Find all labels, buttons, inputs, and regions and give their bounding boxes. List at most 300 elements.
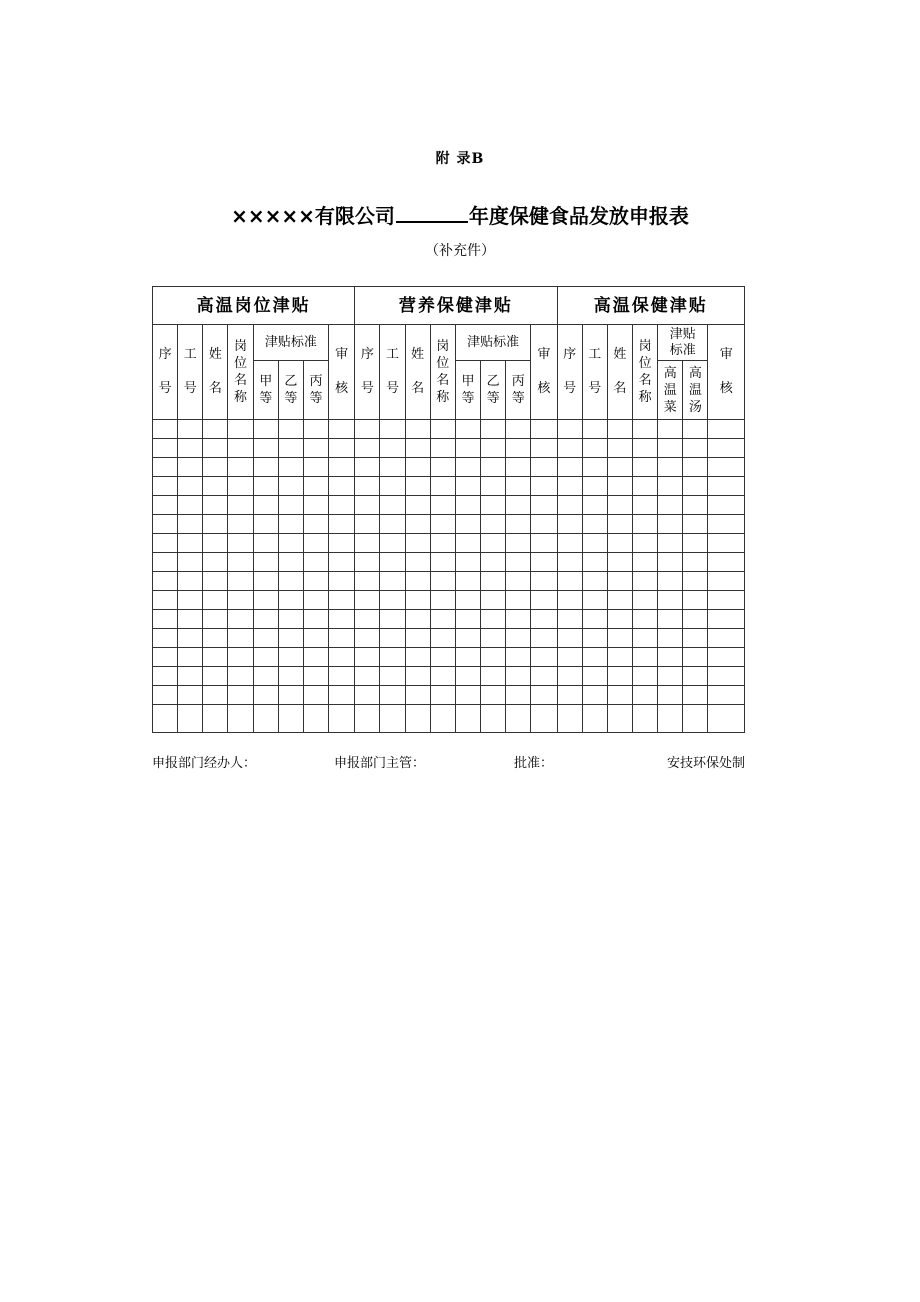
entry-cell[interactable]	[153, 553, 178, 572]
entry-cell[interactable]	[633, 420, 658, 439]
entry-cell[interactable]	[253, 458, 278, 477]
entry-cell[interactable]	[153, 610, 178, 629]
entry-cell[interactable]	[228, 439, 253, 458]
entry-cell[interactable]	[153, 534, 178, 553]
entry-cell[interactable]	[203, 629, 228, 648]
entry-cell[interactable]	[405, 667, 430, 686]
entry-cell[interactable]	[278, 705, 303, 733]
entry-cell[interactable]	[303, 572, 328, 591]
entry-cell[interactable]	[329, 553, 355, 572]
entry-cell[interactable]	[607, 705, 632, 733]
entry-cell[interactable]	[582, 629, 607, 648]
entry-cell[interactable]	[303, 686, 328, 705]
entry-cell[interactable]	[683, 458, 708, 477]
entry-cell[interactable]	[607, 458, 632, 477]
entry-cell[interactable]	[607, 553, 632, 572]
entry-cell[interactable]	[633, 610, 658, 629]
entry-cell[interactable]	[278, 420, 303, 439]
entry-cell[interactable]	[430, 439, 455, 458]
entry-cell[interactable]	[455, 648, 480, 667]
entry-cell[interactable]	[582, 572, 607, 591]
entry-cell[interactable]	[557, 610, 582, 629]
entry-cell[interactable]	[481, 629, 506, 648]
entry-cell[interactable]	[203, 477, 228, 496]
entry-cell[interactable]	[380, 686, 405, 705]
entry-cell[interactable]	[708, 705, 745, 733]
entry-cell[interactable]	[153, 648, 178, 667]
entry-cell[interactable]	[278, 686, 303, 705]
entry-cell[interactable]	[481, 534, 506, 553]
entry-cell[interactable]	[658, 534, 683, 553]
entry-cell[interactable]	[531, 496, 557, 515]
entry-cell[interactable]	[253, 496, 278, 515]
entry-cell[interactable]	[430, 477, 455, 496]
entry-cell[interactable]	[557, 572, 582, 591]
entry-cell[interactable]	[708, 648, 745, 667]
entry-cell[interactable]	[228, 553, 253, 572]
entry-cell[interactable]	[380, 439, 405, 458]
entry-cell[interactable]	[658, 686, 683, 705]
entry-cell[interactable]	[228, 705, 253, 733]
entry-cell[interactable]	[153, 591, 178, 610]
entry-cell[interactable]	[380, 496, 405, 515]
entry-cell[interactable]	[228, 420, 253, 439]
entry-cell[interactable]	[278, 629, 303, 648]
entry-cell[interactable]	[329, 439, 355, 458]
entry-cell[interactable]	[506, 439, 531, 458]
entry-cell[interactable]	[683, 420, 708, 439]
entry-cell[interactable]	[531, 515, 557, 534]
entry-cell[interactable]	[607, 515, 632, 534]
entry-cell[interactable]	[582, 648, 607, 667]
entry-cell[interactable]	[582, 515, 607, 534]
entry-cell[interactable]	[355, 515, 380, 534]
entry-cell[interactable]	[380, 553, 405, 572]
entry-cell[interactable]	[430, 553, 455, 572]
entry-cell[interactable]	[153, 420, 178, 439]
entry-cell[interactable]	[607, 477, 632, 496]
entry-cell[interactable]	[582, 420, 607, 439]
entry-cell[interactable]	[582, 610, 607, 629]
entry-cell[interactable]	[228, 591, 253, 610]
entry-cell[interactable]	[253, 515, 278, 534]
entry-cell[interactable]	[582, 458, 607, 477]
entry-cell[interactable]	[278, 572, 303, 591]
entry-cell[interactable]	[481, 705, 506, 733]
entry-cell[interactable]	[658, 648, 683, 667]
entry-cell[interactable]	[506, 705, 531, 733]
entry-cell[interactable]	[278, 515, 303, 534]
entry-cell[interactable]	[430, 420, 455, 439]
entry-cell[interactable]	[506, 629, 531, 648]
entry-cell[interactable]	[506, 515, 531, 534]
entry-cell[interactable]	[455, 572, 480, 591]
entry-cell[interactable]	[683, 667, 708, 686]
entry-cell[interactable]	[228, 610, 253, 629]
entry-cell[interactable]	[481, 496, 506, 515]
entry-cell[interactable]	[203, 667, 228, 686]
entry-cell[interactable]	[253, 705, 278, 733]
entry-cell[interactable]	[203, 439, 228, 458]
entry-cell[interactable]	[355, 458, 380, 477]
entry-cell[interactable]	[203, 572, 228, 591]
entry-cell[interactable]	[582, 477, 607, 496]
entry-cell[interactable]	[531, 591, 557, 610]
entry-cell[interactable]	[329, 648, 355, 667]
entry-cell[interactable]	[506, 534, 531, 553]
entry-cell[interactable]	[658, 629, 683, 648]
entry-cell[interactable]	[329, 591, 355, 610]
entry-cell[interactable]	[455, 515, 480, 534]
entry-cell[interactable]	[380, 477, 405, 496]
entry-cell[interactable]	[557, 667, 582, 686]
entry-cell[interactable]	[531, 667, 557, 686]
entry-cell[interactable]	[178, 420, 203, 439]
entry-cell[interactable]	[228, 686, 253, 705]
entry-cell[interactable]	[481, 477, 506, 496]
entry-cell[interactable]	[708, 458, 745, 477]
entry-cell[interactable]	[380, 591, 405, 610]
entry-cell[interactable]	[253, 667, 278, 686]
entry-cell[interactable]	[455, 496, 480, 515]
entry-cell[interactable]	[633, 686, 658, 705]
entry-cell[interactable]	[228, 667, 253, 686]
entry-cell[interactable]	[557, 591, 582, 610]
entry-cell[interactable]	[153, 439, 178, 458]
entry-cell[interactable]	[303, 515, 328, 534]
entry-cell[interactable]	[178, 648, 203, 667]
entry-cell[interactable]	[607, 420, 632, 439]
entry-cell[interactable]	[405, 591, 430, 610]
entry-cell[interactable]	[278, 610, 303, 629]
entry-cell[interactable]	[203, 534, 228, 553]
entry-cell[interactable]	[405, 686, 430, 705]
entry-cell[interactable]	[683, 686, 708, 705]
entry-cell[interactable]	[303, 458, 328, 477]
entry-cell[interactable]	[607, 629, 632, 648]
entry-cell[interactable]	[329, 705, 355, 733]
entry-cell[interactable]	[178, 705, 203, 733]
entry-cell[interactable]	[228, 629, 253, 648]
entry-cell[interactable]	[278, 534, 303, 553]
entry-cell[interactable]	[303, 610, 328, 629]
entry-cell[interactable]	[557, 534, 582, 553]
entry-cell[interactable]	[658, 705, 683, 733]
entry-cell[interactable]	[633, 572, 658, 591]
entry-cell[interactable]	[203, 496, 228, 515]
entry-cell[interactable]	[708, 572, 745, 591]
entry-cell[interactable]	[153, 572, 178, 591]
entry-cell[interactable]	[405, 705, 430, 733]
entry-cell[interactable]	[405, 496, 430, 515]
entry-cell[interactable]	[430, 648, 455, 667]
entry-cell[interactable]	[405, 477, 430, 496]
entry-cell[interactable]	[355, 629, 380, 648]
entry-cell[interactable]	[582, 667, 607, 686]
entry-cell[interactable]	[658, 515, 683, 534]
entry-cell[interactable]	[658, 420, 683, 439]
entry-cell[interactable]	[633, 591, 658, 610]
entry-cell[interactable]	[557, 458, 582, 477]
entry-cell[interactable]	[203, 420, 228, 439]
entry-cell[interactable]	[153, 496, 178, 515]
entry-cell[interactable]	[455, 477, 480, 496]
entry-cell[interactable]	[430, 515, 455, 534]
entry-cell[interactable]	[278, 667, 303, 686]
entry-cell[interactable]	[708, 496, 745, 515]
entry-cell[interactable]	[708, 534, 745, 553]
entry-cell[interactable]	[708, 515, 745, 534]
entry-cell[interactable]	[455, 420, 480, 439]
entry-cell[interactable]	[355, 667, 380, 686]
entry-cell[interactable]	[303, 591, 328, 610]
entry-cell[interactable]	[329, 496, 355, 515]
entry-cell[interactable]	[582, 496, 607, 515]
entry-cell[interactable]	[355, 439, 380, 458]
entry-cell[interactable]	[228, 496, 253, 515]
entry-cell[interactable]	[253, 610, 278, 629]
entry-cell[interactable]	[178, 458, 203, 477]
entry-cell[interactable]	[355, 705, 380, 733]
entry-cell[interactable]	[683, 515, 708, 534]
entry-cell[interactable]	[430, 629, 455, 648]
entry-cell[interactable]	[607, 667, 632, 686]
entry-cell[interactable]	[633, 496, 658, 515]
entry-cell[interactable]	[380, 420, 405, 439]
entry-cell[interactable]	[278, 458, 303, 477]
entry-cell[interactable]	[633, 534, 658, 553]
entry-cell[interactable]	[329, 534, 355, 553]
entry-cell[interactable]	[607, 648, 632, 667]
entry-cell[interactable]	[380, 667, 405, 686]
entry-cell[interactable]	[228, 458, 253, 477]
entry-cell[interactable]	[228, 477, 253, 496]
entry-cell[interactable]	[557, 477, 582, 496]
entry-cell[interactable]	[253, 420, 278, 439]
entry-cell[interactable]	[455, 629, 480, 648]
entry-cell[interactable]	[303, 553, 328, 572]
entry-cell[interactable]	[658, 572, 683, 591]
entry-cell[interactable]	[405, 458, 430, 477]
entry-cell[interactable]	[153, 705, 178, 733]
entry-cell[interactable]	[531, 477, 557, 496]
entry-cell[interactable]	[506, 553, 531, 572]
entry-cell[interactable]	[303, 629, 328, 648]
entry-cell[interactable]	[481, 515, 506, 534]
entry-cell[interactable]	[380, 610, 405, 629]
entry-cell[interactable]	[658, 591, 683, 610]
entry-cell[interactable]	[455, 458, 480, 477]
entry-cell[interactable]	[430, 591, 455, 610]
entry-cell[interactable]	[506, 686, 531, 705]
entry-cell[interactable]	[178, 553, 203, 572]
entry-cell[interactable]	[253, 629, 278, 648]
entry-cell[interactable]	[481, 553, 506, 572]
entry-cell[interactable]	[708, 686, 745, 705]
entry-cell[interactable]	[531, 629, 557, 648]
entry-cell[interactable]	[531, 553, 557, 572]
entry-cell[interactable]	[633, 477, 658, 496]
entry-cell[interactable]	[607, 496, 632, 515]
entry-cell[interactable]	[153, 629, 178, 648]
entry-cell[interactable]	[303, 667, 328, 686]
entry-cell[interactable]	[582, 686, 607, 705]
entry-cell[interactable]	[708, 420, 745, 439]
entry-cell[interactable]	[178, 534, 203, 553]
entry-cell[interactable]	[455, 705, 480, 733]
entry-cell[interactable]	[430, 496, 455, 515]
entry-cell[interactable]	[303, 496, 328, 515]
entry-cell[interactable]	[355, 648, 380, 667]
entry-cell[interactable]	[203, 648, 228, 667]
entry-cell[interactable]	[228, 534, 253, 553]
entry-cell[interactable]	[531, 572, 557, 591]
entry-cell[interactable]	[278, 496, 303, 515]
entry-cell[interactable]	[405, 439, 430, 458]
entry-cell[interactable]	[708, 439, 745, 458]
entry-cell[interactable]	[633, 458, 658, 477]
entry-cell[interactable]	[481, 439, 506, 458]
entry-cell[interactable]	[253, 591, 278, 610]
entry-cell[interactable]	[380, 629, 405, 648]
entry-cell[interactable]	[455, 591, 480, 610]
entry-cell[interactable]	[178, 496, 203, 515]
entry-cell[interactable]	[633, 705, 658, 733]
entry-cell[interactable]	[329, 458, 355, 477]
entry-cell[interactable]	[481, 648, 506, 667]
entry-cell[interactable]	[531, 458, 557, 477]
entry-cell[interactable]	[633, 515, 658, 534]
entry-cell[interactable]	[607, 591, 632, 610]
entry-cell[interactable]	[430, 610, 455, 629]
entry-cell[interactable]	[303, 705, 328, 733]
entry-cell[interactable]	[355, 420, 380, 439]
entry-cell[interactable]	[683, 553, 708, 572]
entry-cell[interactable]	[633, 667, 658, 686]
entry-cell[interactable]	[658, 458, 683, 477]
entry-cell[interactable]	[633, 629, 658, 648]
entry-cell[interactable]	[178, 477, 203, 496]
entry-cell[interactable]	[303, 439, 328, 458]
entry-cell[interactable]	[683, 439, 708, 458]
entry-cell[interactable]	[455, 439, 480, 458]
entry-cell[interactable]	[329, 629, 355, 648]
entry-cell[interactable]	[607, 534, 632, 553]
entry-cell[interactable]	[303, 648, 328, 667]
entry-cell[interactable]	[178, 610, 203, 629]
entry-cell[interactable]	[253, 534, 278, 553]
entry-cell[interactable]	[178, 591, 203, 610]
entry-cell[interactable]	[153, 667, 178, 686]
entry-cell[interactable]	[683, 572, 708, 591]
entry-cell[interactable]	[557, 439, 582, 458]
entry-cell[interactable]	[506, 496, 531, 515]
entry-cell[interactable]	[430, 534, 455, 553]
entry-cell[interactable]	[557, 420, 582, 439]
entry-cell[interactable]	[506, 648, 531, 667]
entry-cell[interactable]	[178, 686, 203, 705]
entry-cell[interactable]	[355, 496, 380, 515]
entry-cell[interactable]	[278, 553, 303, 572]
entry-cell[interactable]	[481, 458, 506, 477]
entry-cell[interactable]	[203, 686, 228, 705]
entry-cell[interactable]	[607, 439, 632, 458]
entry-cell[interactable]	[355, 534, 380, 553]
entry-cell[interactable]	[329, 572, 355, 591]
entry-cell[interactable]	[557, 496, 582, 515]
entry-cell[interactable]	[455, 686, 480, 705]
entry-cell[interactable]	[683, 610, 708, 629]
entry-cell[interactable]	[633, 439, 658, 458]
entry-cell[interactable]	[153, 458, 178, 477]
entry-cell[interactable]	[355, 591, 380, 610]
entry-cell[interactable]	[253, 686, 278, 705]
entry-cell[interactable]	[329, 477, 355, 496]
entry-cell[interactable]	[481, 686, 506, 705]
entry-cell[interactable]	[178, 667, 203, 686]
entry-cell[interactable]	[303, 420, 328, 439]
entry-cell[interactable]	[405, 420, 430, 439]
entry-cell[interactable]	[278, 648, 303, 667]
entry-cell[interactable]	[203, 553, 228, 572]
entry-cell[interactable]	[506, 667, 531, 686]
entry-cell[interactable]	[380, 572, 405, 591]
entry-cell[interactable]	[557, 553, 582, 572]
entry-cell[interactable]	[582, 439, 607, 458]
entry-cell[interactable]	[153, 686, 178, 705]
entry-cell[interactable]	[481, 420, 506, 439]
entry-cell[interactable]	[481, 610, 506, 629]
entry-cell[interactable]	[531, 610, 557, 629]
entry-cell[interactable]	[278, 591, 303, 610]
entry-cell[interactable]	[557, 629, 582, 648]
entry-cell[interactable]	[481, 572, 506, 591]
entry-cell[interactable]	[708, 610, 745, 629]
entry-cell[interactable]	[380, 534, 405, 553]
entry-cell[interactable]	[455, 534, 480, 553]
entry-cell[interactable]	[430, 572, 455, 591]
entry-cell[interactable]	[658, 610, 683, 629]
entry-cell[interactable]	[683, 477, 708, 496]
entry-cell[interactable]	[455, 667, 480, 686]
entry-cell[interactable]	[582, 534, 607, 553]
year-blank-field[interactable]	[396, 203, 468, 223]
entry-cell[interactable]	[430, 458, 455, 477]
entry-cell[interactable]	[708, 553, 745, 572]
entry-cell[interactable]	[329, 686, 355, 705]
entry-cell[interactable]	[153, 515, 178, 534]
entry-cell[interactable]	[405, 534, 430, 553]
entry-cell[interactable]	[355, 572, 380, 591]
entry-cell[interactable]	[658, 477, 683, 496]
entry-cell[interactable]	[405, 610, 430, 629]
entry-cell[interactable]	[430, 686, 455, 705]
entry-cell[interactable]	[153, 477, 178, 496]
entry-cell[interactable]	[506, 458, 531, 477]
entry-cell[interactable]	[708, 667, 745, 686]
entry-cell[interactable]	[531, 648, 557, 667]
entry-cell[interactable]	[303, 477, 328, 496]
entry-cell[interactable]	[683, 629, 708, 648]
entry-cell[interactable]	[253, 572, 278, 591]
entry-cell[interactable]	[557, 686, 582, 705]
entry-cell[interactable]	[557, 648, 582, 667]
entry-cell[interactable]	[303, 534, 328, 553]
entry-cell[interactable]	[582, 553, 607, 572]
entry-cell[interactable]	[683, 534, 708, 553]
entry-cell[interactable]	[253, 477, 278, 496]
entry-cell[interactable]	[557, 705, 582, 733]
